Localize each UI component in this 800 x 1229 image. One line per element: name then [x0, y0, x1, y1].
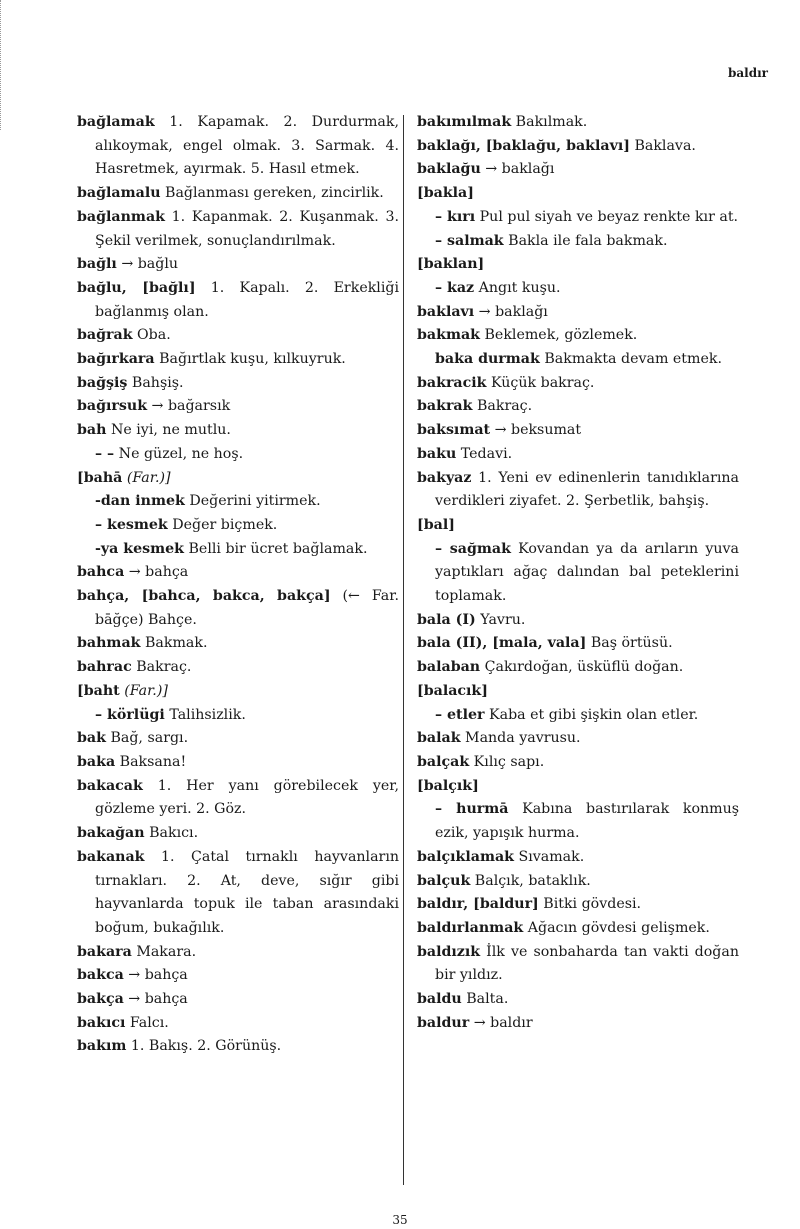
- entry-definition: Baksana!: [115, 753, 187, 770]
- dictionary-entry: [77, 632, 399, 656]
- dictionary-entry: [77, 680, 399, 704]
- entry-headword: bağlamak: [77, 114, 155, 130]
- entry-headword: baldu: [417, 991, 462, 1008]
- left-column: [77, 111, 399, 1059]
- entry-headword: – kaz: [435, 279, 475, 296]
- entry-definition: → bahça: [123, 967, 188, 984]
- entry-headword: bağşiş: [77, 374, 128, 391]
- dictionary-entry: [77, 964, 399, 988]
- dictionary-entry: [417, 656, 739, 680]
- entry-headword: – hurmā: [435, 801, 509, 818]
- entry-headword: – etler: [435, 706, 485, 723]
- dictionary-entry: [417, 751, 739, 775]
- entry-definition: Belli bir ücret bağlamak.: [183, 540, 368, 557]
- entry-headword: balçak: [417, 753, 470, 770]
- entry-headword: bakmak: [417, 327, 480, 344]
- entry-headword: bakracik: [417, 374, 487, 391]
- entry-headword: bağlu, [bağlı]: [77, 279, 196, 296]
- entry-headword: bağrak: [77, 327, 133, 344]
- entry-headword: baldırlanmak: [417, 919, 524, 936]
- entry-definition: 1. Yeni ev edinenlerin tanıdıklarına verdikleri ziyafet. 2. Şerbetlik, bahşiş.: [435, 469, 739, 510]
- entry-definition: → baldır: [469, 1014, 533, 1031]
- dictionary-entry: [417, 419, 739, 443]
- entry-definition: Değer biçmek.: [167, 516, 278, 533]
- entry-headword: baldır, [baldur]: [417, 896, 539, 913]
- dictionary-entry: [77, 751, 399, 775]
- entry-definition: Oba.: [132, 327, 171, 344]
- dictionary-entry: [417, 253, 739, 277]
- entry-headword: bakara: [77, 943, 132, 960]
- dictionary-entry: [77, 1035, 399, 1059]
- entry-headword: bağırkara: [77, 351, 155, 368]
- entry-definition: Baş örtüsü.: [586, 635, 673, 652]
- entry-headword: baklağı, [baklağu, baklavı]: [417, 137, 630, 154]
- entry-headword: bağlı: [77, 256, 117, 273]
- entry-definition: → bahça: [123, 991, 188, 1008]
- entry-definition: → beksumat: [490, 422, 582, 439]
- entry-headword: baklavı: [417, 303, 475, 320]
- entry-headword: baldur: [417, 1014, 470, 1031]
- dictionary-entry: [77, 348, 399, 372]
- entry-headword: – sağmak: [435, 540, 511, 557]
- entry-headword: bakağan: [77, 825, 145, 842]
- dictionary-entry: [417, 704, 739, 728]
- entry-headword: [baklan]: [417, 256, 485, 273]
- dictionary-entry: [77, 822, 399, 846]
- dictionary-entry: [417, 798, 739, 845]
- entry-headword: bağırsuk: [77, 398, 148, 415]
- entry-headword: bakacak: [77, 777, 143, 794]
- dictionary-entry: [417, 324, 739, 348]
- dictionary-entry: [77, 182, 399, 206]
- entry-headword: [balçık]: [417, 777, 479, 794]
- dictionary-entry: [417, 775, 739, 799]
- entry-definition: → bağarsık: [147, 398, 231, 415]
- entry-headword: baklağu: [417, 161, 481, 178]
- dictionary-entry: [417, 443, 739, 467]
- dictionary-entry: [417, 893, 739, 917]
- dictionary-entry: [417, 372, 739, 396]
- entry-definition: Pul pul siyah ve beyaz renkte kır at.: [475, 208, 739, 225]
- entry-definition: Baklava.: [629, 137, 696, 154]
- right-column: [417, 111, 739, 1035]
- dictionary-entry: [417, 158, 739, 182]
- entry-definition: Bahşiş.: [127, 374, 184, 391]
- dictionary-entry: [77, 111, 399, 182]
- entry-headword: bahmak: [77, 635, 141, 652]
- dictionary-entry: [417, 609, 739, 633]
- dictionary-entry: [417, 277, 739, 301]
- entry-definition: 1. Kapamak. 2. Durdurmak, alıkoymak, engel olmak. 3. Sarmak. 4. Hasretmek, ayırmak. 5. Hasıl etmek.: [95, 114, 399, 178]
- dictionary-entry: [417, 680, 739, 704]
- dictionary-entry: [417, 348, 739, 372]
- entry-definition: → bahça: [124, 564, 189, 581]
- entry-headword: [bakla]: [417, 185, 474, 202]
- entry-definition: Bağlanması gereken, zincirlik.: [160, 185, 384, 202]
- dictionary-entry: [417, 727, 739, 751]
- entry-headword: bağlamalu: [77, 185, 161, 202]
- entry-headword: [bal]: [417, 516, 455, 533]
- dictionary-entry: [77, 443, 399, 467]
- entry-origin: (Far.)]: [119, 682, 168, 699]
- entry-definition: 1. Çatal tırnaklı hayvanların tırnakları. 2. At, deve, sığır gibi hayvanlarda topuk ile taban arasındaki boğum, bukağılık.: [95, 848, 399, 936]
- entry-definition: Manda yavrusu.: [460, 730, 581, 747]
- entry-headword: bahca: [77, 564, 125, 581]
- dictionary-entry: [417, 870, 739, 894]
- entry-origin: (Far.)]: [122, 469, 171, 486]
- entry-headword: bağlanmak: [77, 208, 165, 225]
- entry-definition: Bakılmak.: [511, 114, 588, 130]
- entry-definition: Kovandan ya da arıların yuva yaptıkları ağaç dalından bal peteklerini toplamak.: [435, 540, 740, 605]
- entry-headword: balaban: [417, 659, 481, 676]
- entry-definition: → bağlu: [116, 256, 179, 273]
- entry-definition: Makara.: [131, 943, 197, 960]
- dictionary-entry: [417, 230, 739, 254]
- entry-headword: bahça, [bahca, bakca, bakça]: [77, 588, 331, 605]
- dictionary-entry: [77, 324, 399, 348]
- entry-definition: Bakla ile fala bakmak.: [503, 232, 668, 249]
- entry-definition: → baklağı: [480, 161, 555, 178]
- entry-definition: Değerini yitirmek.: [184, 493, 321, 510]
- entry-definition: 1. Kapalı. 2. Erkekliği bağlanmış olan.: [95, 279, 400, 320]
- entry-headword: balçıklamak: [417, 848, 514, 865]
- entry-definition: Talihsizlik.: [164, 706, 246, 723]
- dictionary-entry: [77, 656, 399, 680]
- page-number: 35: [392, 1213, 408, 1227]
- dictionary-entry: [417, 846, 739, 870]
- entry-headword: -ya kesmek: [95, 540, 184, 557]
- entry-headword: – –: [95, 445, 115, 462]
- entry-headword: – kırı: [435, 208, 476, 225]
- entry-definition: Kılıç sapı.: [469, 753, 545, 770]
- dictionary-entry: [417, 988, 739, 1012]
- entry-definition: Balçık, bataklık.: [470, 872, 591, 889]
- dictionary-entry: [77, 704, 399, 728]
- dictionary-entry: [77, 372, 399, 396]
- entry-headword: [baht: [77, 682, 120, 699]
- entry-definition: Angıt kuşu.: [474, 279, 561, 296]
- entry-definition: Bakıcı.: [144, 825, 199, 842]
- dictionary-entry: [417, 206, 739, 230]
- entry-headword: baksımat: [417, 422, 491, 439]
- entry-definition: Tedavi.: [456, 445, 513, 462]
- entry-definition: Bakraç.: [131, 659, 192, 676]
- entry-headword: bakıcı: [77, 1014, 126, 1031]
- dictionary-entry: [77, 277, 399, 324]
- dictionary-entry: [77, 727, 399, 751]
- entry-definition: 1. Kapanmak. 2. Kuşanmak. 3. Şekil verilmek, sonuçlandırılmak.: [95, 208, 399, 249]
- entry-definition: 1. Her yanı görebilecek yer, gözleme yeri. 2. Göz.: [95, 777, 399, 818]
- dictionary-entry: [417, 182, 739, 206]
- dictionary-entry: [77, 1012, 399, 1036]
- entry-headword: bahrac: [77, 659, 132, 676]
- dictionary-entry: [77, 514, 399, 538]
- dictionary-entry: [77, 775, 399, 822]
- entry-headword: – kesmek: [95, 516, 168, 533]
- entry-headword: bala (II), [mala, vala]: [417, 635, 587, 652]
- dictionary-entry: [77, 941, 399, 965]
- entry-definition: → baklağı: [474, 303, 548, 320]
- entry-headword: baldızık: [417, 943, 481, 960]
- entry-headword: balçuk: [417, 872, 471, 889]
- entry-headword: bakrak: [417, 398, 473, 415]
- entry-definition: Bağırtlak kuşu, kılkuyruk.: [154, 351, 346, 368]
- entry-headword: [bahā: [77, 469, 123, 486]
- entry-definition: Sıvamak.: [513, 848, 585, 865]
- dictionary-entry: [417, 1012, 739, 1036]
- entry-definition: Beklemek, gözlemek.: [479, 327, 638, 344]
- guide-word: baldır: [728, 66, 768, 80]
- entry-definition: 1. Bakış. 2. Görünüş.: [126, 1038, 282, 1055]
- entry-definition: Ne güzel, ne hoş.: [114, 445, 244, 462]
- entry-headword: bakça: [77, 991, 124, 1008]
- entry-headword: bakca: [77, 967, 124, 984]
- dictionary-entry: [417, 917, 739, 941]
- entry-definition: Balta.: [461, 991, 509, 1008]
- dictionary-entry: [77, 467, 399, 491]
- entry-headword: – salmak: [435, 232, 504, 249]
- entry-headword: bak: [77, 730, 106, 747]
- entry-definition: Bitki gövdesi.: [538, 896, 642, 913]
- entry-definition: İlk ve sonbaharda tan vakti doğan bir yıldız.: [435, 943, 739, 984]
- entry-headword: bakım: [77, 1038, 127, 1055]
- entry-definition: Bakraç.: [472, 398, 533, 415]
- entry-definition: Kabına bastırılarak konmuş ezik, yapışık hurma.: [435, 801, 739, 842]
- dictionary-entry: [77, 561, 399, 585]
- dictionary-entry: [417, 467, 739, 514]
- entry-headword: balak: [417, 730, 461, 747]
- entry-headword: baka durmak: [435, 351, 540, 368]
- dictionary-entry: [417, 538, 739, 609]
- dictionary-entry: [77, 538, 399, 562]
- entry-definition: Bakmak.: [140, 635, 208, 652]
- entry-definition: (← Far. bāğçe) Bahçe.: [95, 588, 399, 628]
- entry-definition: Kaba et gibi şişkin olan etler.: [484, 706, 699, 723]
- entry-definition: Yavru.: [475, 611, 526, 628]
- entry-headword: bah: [77, 422, 107, 439]
- dictionary-entry: [77, 253, 399, 277]
- dictionary-entry: [77, 846, 399, 941]
- entry-headword: bala (I): [417, 611, 476, 628]
- scan-edge: [0, 0, 7, 130]
- dictionary-entry: [417, 135, 739, 159]
- entry-definition: Bakmakta devam etmek.: [539, 351, 722, 368]
- dictionary-entry: [417, 941, 739, 988]
- dictionary-entry: [417, 395, 739, 419]
- entry-headword: baka: [77, 753, 116, 770]
- dictionary-entry: [77, 988, 399, 1012]
- entry-definition: Çakırdoğan, üsküflü doğan.: [480, 659, 684, 676]
- dictionary-entry: [417, 514, 739, 538]
- entry-definition: Ağacın gövdesi gelişmek.: [523, 919, 710, 936]
- entry-headword: bakanak: [77, 848, 145, 865]
- entry-headword: [balacık]: [417, 682, 488, 699]
- entry-definition: Küçük bakraç.: [486, 374, 595, 391]
- dictionary-entry: [417, 111, 739, 135]
- dictionary-entry: [77, 419, 399, 443]
- entry-headword: – körlügi: [95, 706, 165, 723]
- entry-headword: baku: [417, 445, 457, 462]
- dictionary-entry: [77, 206, 399, 253]
- entry-definition: Falcı.: [125, 1014, 169, 1031]
- entry-definition: Ne iyi, ne mutlu.: [106, 422, 231, 439]
- column-divider: [403, 115, 404, 1185]
- dictionary-entry: [417, 301, 739, 325]
- entry-headword: -dan inmek: [95, 493, 185, 510]
- entry-definition: Bağ, sargı.: [105, 730, 189, 747]
- entry-headword: bakımılmak: [417, 114, 512, 130]
- dictionary-entry: [77, 490, 399, 514]
- dictionary-entry: [77, 585, 399, 632]
- dictionary-entry: [77, 395, 399, 419]
- entry-headword: bakyaz: [417, 469, 472, 486]
- dictionary-entry: [417, 632, 739, 656]
